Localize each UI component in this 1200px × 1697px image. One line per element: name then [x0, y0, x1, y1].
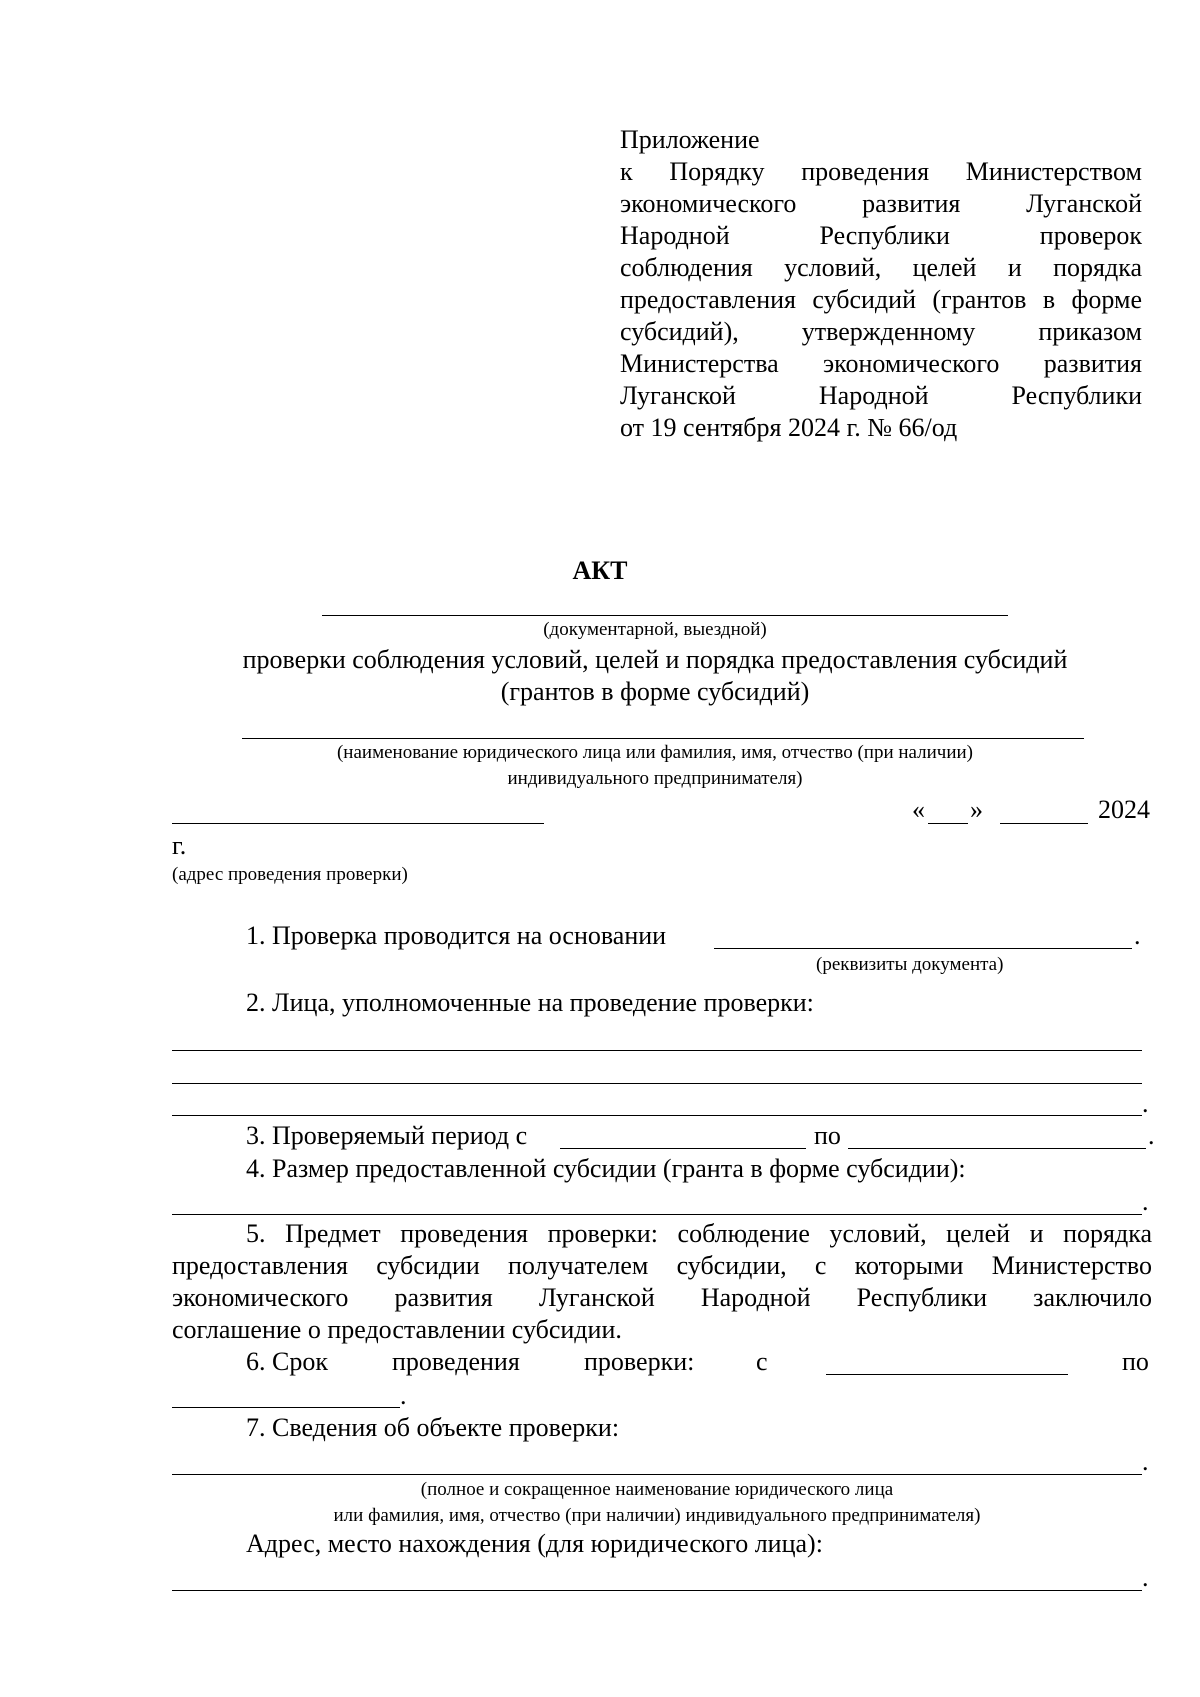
appendix-line: от 19 сентября 2024 г. № 66/од — [620, 413, 958, 442]
appendix-line: Министерства экономического развития — [620, 349, 1142, 378]
item5-line3: экономического развития Луганской Народной Республики заключило — [172, 1283, 1152, 1312]
date-year: 2024 — [1098, 795, 1150, 824]
item3-period: . — [1148, 1121, 1155, 1150]
item4-period: . — [1142, 1187, 1149, 1216]
appendix-line: Луганской Народной Республики — [620, 381, 1142, 410]
item4-text: 4. Размер предоставленной субсидии (гранта в форме субсидии): — [246, 1154, 966, 1183]
appendix-line: Приложение — [620, 125, 760, 154]
item6-word: с — [756, 1347, 768, 1376]
appendix-line: субсидий), утвержденному приказом — [620, 317, 1142, 346]
item7-period: . — [1142, 1447, 1149, 1476]
item3-to: по — [814, 1121, 841, 1150]
item2-field-line3 — [172, 1115, 1142, 1116]
item1-period: . — [1134, 921, 1141, 950]
address-period: . — [1142, 1563, 1149, 1592]
item6-word: 6. Срок — [246, 1347, 328, 1376]
date-close-quote: » — [970, 795, 983, 824]
appendix-line: экономического развития Луганской — [620, 189, 1142, 218]
item7-field — [172, 1474, 1142, 1475]
item2-period: . — [1142, 1089, 1149, 1118]
date-month-field — [1000, 823, 1088, 824]
check-type-field — [322, 615, 1008, 616]
item5-line2: предоставления субсидии получателем субсидии, с которыми Министерство — [172, 1251, 1152, 1280]
date-day-field — [928, 823, 968, 824]
item3-to-field — [848, 1148, 1146, 1149]
item6-to: по — [1122, 1347, 1149, 1376]
item6-word: проведения — [392, 1347, 520, 1376]
appendix-line: соблюдения условий, целей и порядка — [620, 253, 1142, 282]
item6-from-field — [826, 1374, 1068, 1375]
entity-caption-line1: (наименование юридического лица или фамилия, имя, отчество (при наличии) — [336, 742, 974, 763]
item2-field-line1 — [172, 1050, 1142, 1051]
item6-period: . — [400, 1381, 407, 1410]
item1-field — [714, 948, 1132, 949]
item7-text: 7. Сведения об объекте проверки: — [246, 1413, 620, 1442]
item3-from-field — [560, 1148, 806, 1149]
item2-text: 2. Лица, уполномоченные на проведение проверки: — [246, 988, 814, 1017]
address-field — [172, 823, 544, 824]
entity-name-field — [242, 738, 1084, 739]
act-subtitle-line2: (грантов в форме субсидий) — [500, 677, 810, 706]
act-title: АКТ — [572, 556, 628, 585]
item6-to-field — [172, 1407, 400, 1408]
item5-line1: 5. Предмет проведения проверки: соблюдение условий, целей и порядка — [246, 1219, 1152, 1248]
appendix-line: к Порядку проведения Министерством — [620, 157, 1142, 186]
date-open-quote: « — [912, 795, 925, 824]
address-location-field — [172, 1590, 1142, 1591]
city-prefix: г. — [172, 831, 187, 860]
item1-text: 1. Проверка проводится на основании — [246, 921, 667, 950]
item2-field-line2 — [172, 1083, 1142, 1084]
address-text: Адрес, место нахождения (для юридического лица): — [246, 1529, 823, 1558]
appendix-line: Народной Республики проверок — [620, 221, 1142, 250]
item4-field — [172, 1214, 1142, 1215]
item7-caption-line2: или фамилия, имя, отчество (при наличии) индивидуального предпринимателя) — [333, 1505, 981, 1526]
check-type-caption: (документарной, выездной) — [543, 619, 767, 640]
item7-caption-line1: (полное и сокращенное наименование юридического лица — [420, 1479, 894, 1500]
appendix-line: предоставления субсидий (грантов в форме — [620, 285, 1142, 314]
entity-caption-line2: индивидуального предпринимателя) — [507, 768, 803, 789]
item3-text: 3. Проверяемый период с — [246, 1121, 528, 1150]
item6-word: проверки: — [584, 1347, 695, 1376]
act-subtitle-line1: проверки соблюдения условий, целей и порядка предоставления субсидий — [242, 645, 1068, 674]
item5-line4: соглашение о предоставлении субсидии. — [172, 1315, 622, 1344]
item1-caption: (реквизиты документа) — [816, 954, 1004, 975]
appendix-block — [620, 124, 1142, 444]
address-caption: (адрес проведения проверки) — [172, 864, 408, 885]
